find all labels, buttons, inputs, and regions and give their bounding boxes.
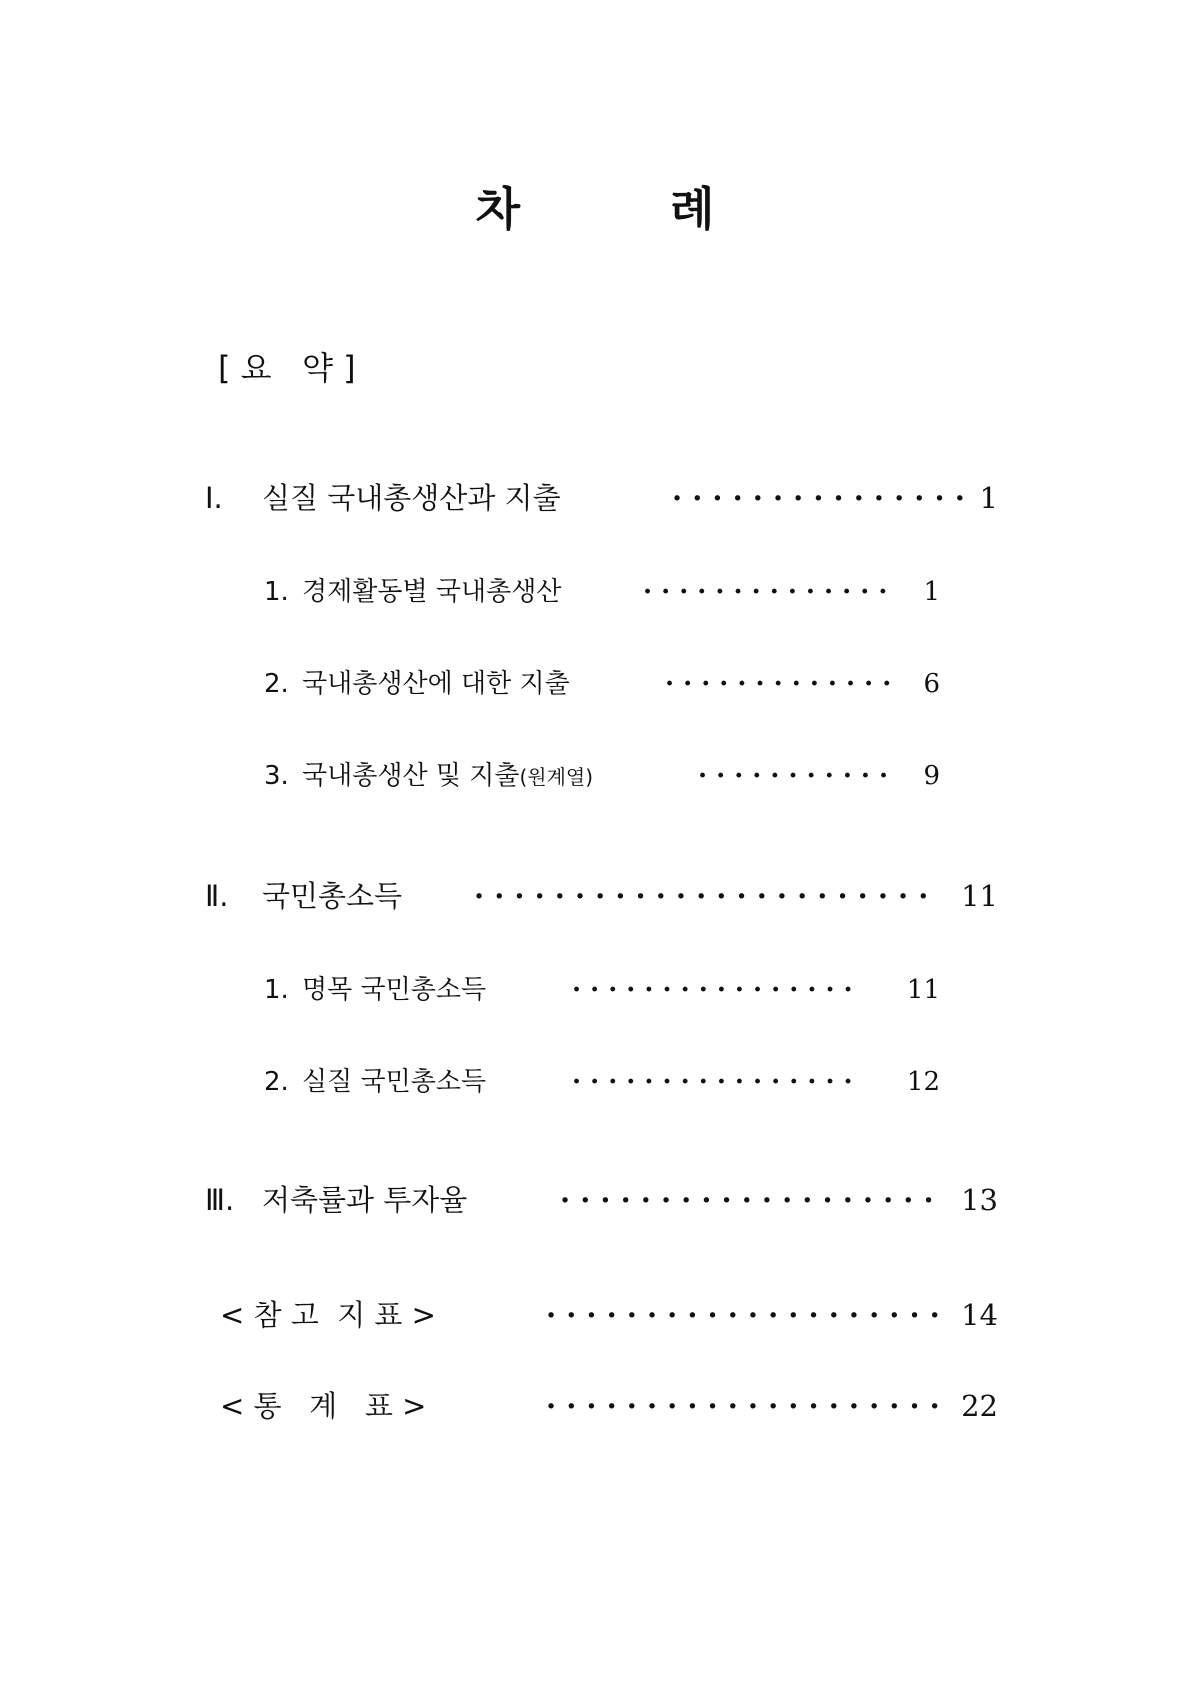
- toc-entry-label: < 통 계 표 >: [220, 1389, 427, 1423]
- toc-page-number: 11: [961, 879, 998, 913]
- page-title-left: 차: [475, 182, 520, 236]
- leader-dots: · · · · · · · · · · · · ·: [665, 669, 892, 699]
- summary-heading[interactable]: [ 요 약 ]: [218, 349, 356, 387]
- leader-dots: · · · · · · · · · · · · · · · ·: [572, 1067, 853, 1097]
- toc-page-number: 9: [923, 761, 940, 791]
- toc-entry-number: 1.: [264, 975, 289, 1005]
- toc-entry-number: Ⅱ.: [205, 879, 229, 913]
- toc-page-number: 22: [961, 1389, 998, 1423]
- toc-entry-3[interactable]: [0, 1180, 1190, 1220]
- toc-entry-reference-indicators[interactable]: [0, 1295, 1190, 1335]
- toc-page-number: 14: [961, 1298, 998, 1332]
- toc-page-number: 11: [906, 975, 940, 1005]
- toc-entry-1-1[interactable]: [0, 572, 1190, 612]
- page-title-right: 례: [670, 182, 715, 236]
- toc-entry-label: 명목 국민총소득: [302, 975, 487, 1005]
- toc-entry-label-text: 국내총생산 및 지출: [302, 761, 520, 791]
- toc-entry-2[interactable]: [0, 876, 1190, 916]
- toc-entry-note: (원계열): [519, 765, 594, 789]
- toc-entry-statistical-tables[interactable]: [0, 1386, 1190, 1426]
- toc-page-number: 1: [979, 481, 998, 515]
- leader-dots: · · · · · · · · · · ·: [698, 761, 889, 791]
- toc-entry-label: 국민총소득: [262, 879, 403, 913]
- leader-dots: · · · · · · · · · · · · · ·: [643, 577, 888, 607]
- toc-entry-number: 1.: [264, 577, 289, 607]
- leader-dots: · · · · · · · · · · · · · · · · · · ·: [560, 1183, 934, 1217]
- toc-entry-label: 실질 국민총소득: [302, 1067, 487, 1097]
- toc-page-number: 13: [961, 1183, 998, 1217]
- leader-dots: · · · · · · · · · · · · · · ·: [672, 481, 965, 515]
- toc-entry-2-2[interactable]: [0, 1062, 1190, 1102]
- toc-entry-label: 실질 국내총생산과 지출: [262, 481, 561, 515]
- toc-entry-label: 국내총생산에 대한 지출: [302, 669, 570, 699]
- toc-entry-number: Ⅲ.: [205, 1183, 235, 1217]
- toc-entry-number: Ⅰ.: [205, 481, 223, 515]
- toc-entry-label: [302, 756, 593, 797]
- toc-entry-number: 2.: [264, 1067, 289, 1097]
- toc-entry-number: 2.: [264, 669, 289, 699]
- toc-entry-1-2[interactable]: [0, 664, 1190, 704]
- leader-dots: · · · · · · · · · · · · · · · ·: [572, 975, 853, 1005]
- toc-entry-label: < 참 고 지 표 >: [220, 1298, 436, 1332]
- leader-dots: · · · · · · · · · · · · · · · · · · · ·: [546, 1389, 940, 1423]
- page-title: [0, 182, 1190, 236]
- toc-page-number: 1: [923, 577, 940, 607]
- toc-entry-label: 경제활동별 국내총생산: [302, 577, 562, 607]
- toc-page-number: 12: [906, 1067, 940, 1097]
- toc-entry-number: 3.: [264, 761, 289, 791]
- leader-dots: · · · · · · · · · · · · · · · · · · · ·: [546, 1298, 940, 1332]
- toc-entry-2-1[interactable]: [0, 970, 1190, 1010]
- leader-dots: · · · · · · · · · · · · · · · · · · · · · · ·: [474, 879, 929, 913]
- toc-entry-label: 저축률과 투자율: [262, 1183, 468, 1217]
- toc-entry-1[interactable]: [0, 478, 1190, 518]
- toc-page-number: 6: [923, 669, 940, 699]
- toc-entry-1-3[interactable]: [0, 756, 1190, 796]
